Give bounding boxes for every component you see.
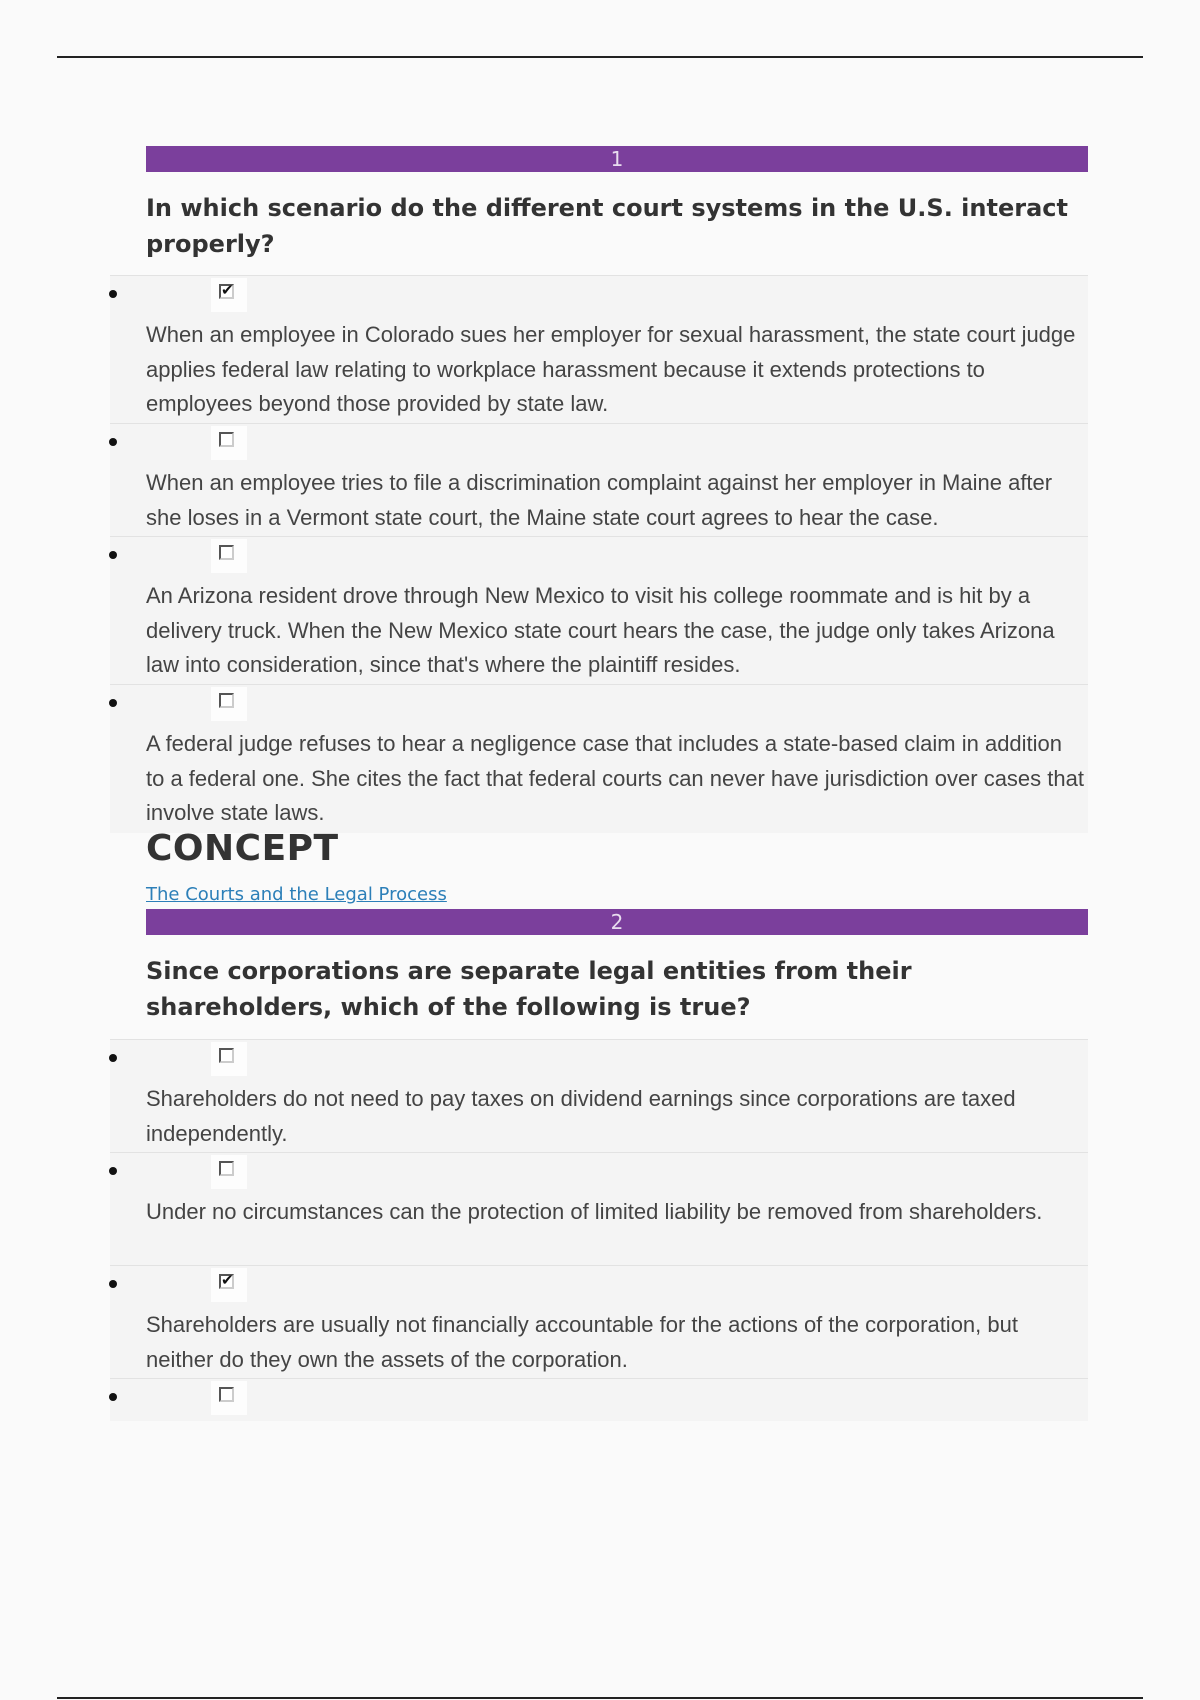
question-number: 1 (610, 147, 624, 171)
question-number: 2 (610, 910, 624, 934)
answer-text: Shareholders do not need to pay taxes on dividend earnings since corporations are taxed independently. (146, 1086, 1016, 1146)
bottom-rule (57, 1697, 1143, 1699)
checkbox-container (211, 278, 247, 312)
checkbox-container (211, 687, 247, 721)
answer-checkbox[interactable] (219, 545, 234, 560)
answer-option[interactable] (110, 684, 1088, 833)
bullet (109, 551, 117, 559)
bullet (109, 1280, 117, 1288)
checkbox-container (211, 1381, 247, 1415)
concept-link[interactable]: The Courts and the Legal Process (146, 884, 447, 905)
question-text: In which scenario do the different court systems in the U.S. interact properly? (146, 194, 1068, 258)
answer-text: Under no circumstances can the protection of limited liability be removed from shareholders. (146, 1199, 1043, 1224)
answer-option[interactable] (110, 1152, 1088, 1265)
answer-text: An Arizona resident drove through New Mexico to visit his college roommate and is hit by a delivery truck. When the New Mexico state court hears the case, the judge only takes Arizona law into consideration, since that's where the plaintiff resides. (146, 583, 1055, 677)
checkbox-container (211, 426, 247, 460)
answer-option[interactable] (110, 423, 1088, 536)
answer-option[interactable] (110, 1039, 1088, 1152)
checkbox-container (211, 1268, 247, 1302)
question-number-bar (146, 909, 1088, 935)
answer-checkbox[interactable] (219, 432, 234, 447)
answer-checkbox[interactable] (219, 1161, 234, 1176)
answer-option[interactable] (110, 1265, 1088, 1378)
answer-checkbox[interactable] (219, 1271, 234, 1289)
answer-checkbox[interactable] (219, 281, 234, 299)
question-number-bar (146, 146, 1088, 172)
bullet (109, 438, 117, 446)
check-icon: ✔ (221, 281, 234, 299)
answer-text: A federal judge refuses to hear a negligence case that includes a state-based claim in addition to a federal one. She cites the fact that federal courts can never have jurisdiction over cases that involve state laws. (146, 731, 1084, 825)
concept-heading: CONCEPT (146, 828, 339, 869)
answer-checkbox[interactable] (219, 1387, 234, 1402)
answer-checkbox[interactable] (219, 1048, 234, 1063)
check-icon: ✔ (221, 1271, 234, 1289)
answer-option[interactable] (110, 275, 1088, 423)
bullet (109, 1054, 117, 1062)
bullet (109, 1393, 117, 1401)
bullet (109, 699, 117, 707)
checkbox-container (211, 1155, 247, 1189)
bullet (109, 290, 117, 298)
top-rule (57, 56, 1143, 58)
answer-checkbox[interactable] (219, 693, 234, 708)
answer-option[interactable] (110, 1378, 1088, 1421)
checkbox-container (211, 539, 247, 573)
bullet (109, 1167, 117, 1175)
checkbox-container (211, 1042, 247, 1076)
question-text: Since corporations are separate legal entities from their shareholders, which of the following is true? (146, 957, 912, 1021)
answer-text: Shareholders are usually not financially accountable for the actions of the corporation, but neither do they own the assets of the corporation. (146, 1312, 1018, 1372)
answer-text: When an employee in Colorado sues her employer for sexual harassment, the state court judge applies federal law relating to workplace harassment because it extends protections to employees beyond those provided by state law. (146, 322, 1076, 416)
answer-option[interactable] (110, 536, 1088, 684)
answer-text: When an employee tries to file a discrimination complaint against her employer in Maine after she loses in a Vermont state court, the Maine state court agrees to hear the case. (146, 470, 1053, 530)
